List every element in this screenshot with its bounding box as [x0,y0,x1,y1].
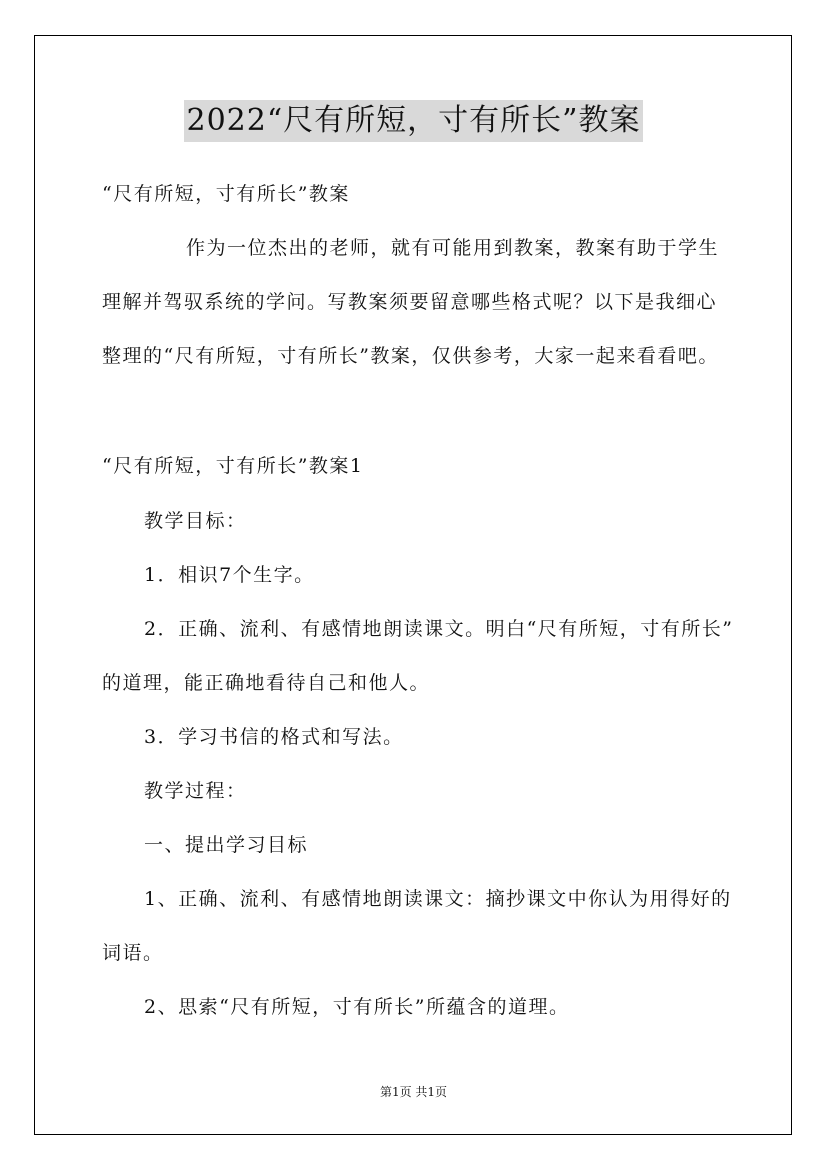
goal-1: 1．相识7个生字。 [144,564,315,586]
page-footer: 第1页 共1页 [379,1085,448,1099]
goal-2-line-1: 2．正确、流利、有感情地朗读课文。明白“尺有所短，寸有所长” [144,618,734,640]
step-heading: 一、提出学习目标 [144,834,309,856]
step-2: 2、思索“尺有所短，寸有所长”所蕴含的道理。 [144,996,570,1018]
goals-heading: 教学目标： [144,510,247,532]
intro-line-2: 理解并驾驭系统的学问。写教案须要留意哪些格式呢？以下是我细心 [102,291,718,313]
subtitle: “尺有所短，寸有所长”教案 [102,183,350,205]
goal-3: 3．学习书信的格式和写法。 [144,726,404,748]
title-container [0,100,827,142]
intro-line-3: 整理的“尺有所短，寸有所长”教案，仅供参考，大家一起来看看吧。 [102,345,719,367]
process-heading: 教学过程： [144,780,247,802]
step-1-line-2: 词语。 [102,942,164,964]
intro-line-1: 作为一位杰出的老师，就有可能用到教案，教案有助于学生 [186,237,720,259]
document-title: 2022“尺有所短，寸有所长”教案 [184,100,642,142]
goal-2-line-2: 的道理，能正确地看待自己和他人。 [102,672,431,694]
section-heading: “尺有所短，寸有所长”教案1 [102,455,364,477]
step-1-line-1: 1、正确、流利、有感情地朗读课文：摘抄课文中你认为用得好的 [144,888,732,910]
